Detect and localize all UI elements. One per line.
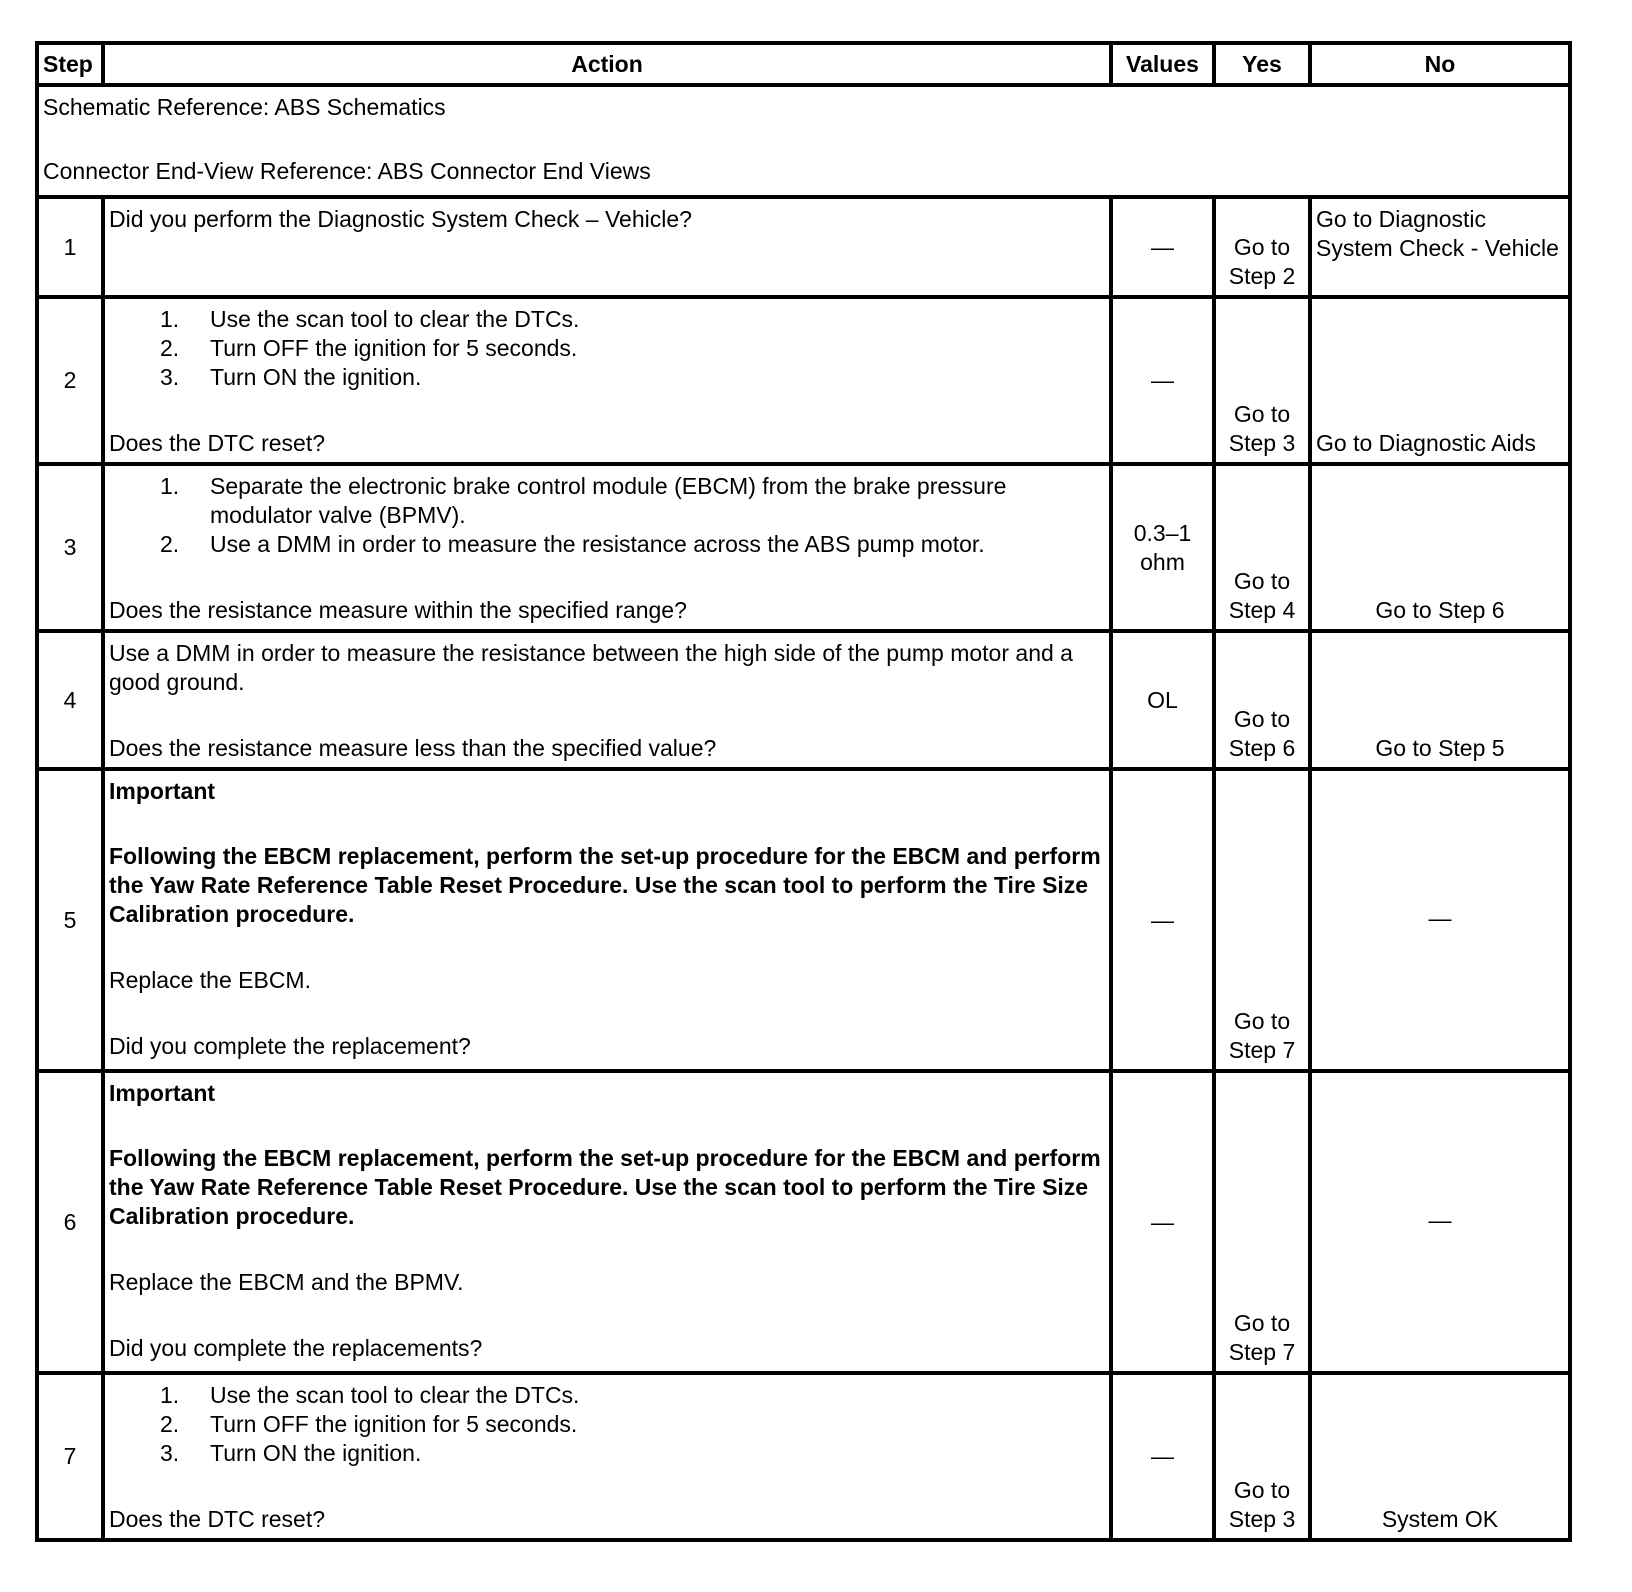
header-yes: Yes bbox=[1214, 43, 1310, 85]
list-item: 3. Turn ON the ignition. bbox=[160, 364, 422, 390]
header-no: No bbox=[1310, 43, 1570, 85]
question-text: Did you complete the replacements? bbox=[109, 1335, 483, 1361]
yes-cell: Go to Step 3 bbox=[1214, 297, 1310, 464]
yes-cell: Go to Step 7 bbox=[1214, 769, 1310, 1071]
action-cell bbox=[103, 464, 1111, 631]
table-row bbox=[37, 297, 1570, 464]
yes-cell: Go to Step 2 bbox=[1214, 197, 1310, 297]
list-item: 1. Use the scan tool to clear the DTCs. bbox=[160, 306, 580, 332]
question-text: Does the resistance measure less than the specified value? bbox=[109, 735, 717, 761]
header-action: Action bbox=[103, 43, 1111, 85]
action-cell bbox=[103, 197, 1111, 297]
value-cell: 0.3–1 ohm bbox=[1111, 464, 1214, 631]
value-cell: — bbox=[1111, 769, 1214, 1071]
step-number: 6 bbox=[37, 1071, 103, 1373]
list-item: 2. Turn OFF the ignition for 5 seconds. bbox=[160, 1411, 578, 1437]
action-cell bbox=[103, 631, 1111, 769]
no-cell: — bbox=[1310, 769, 1570, 1071]
value-cell: — bbox=[1111, 1373, 1214, 1540]
no-cell: System OK bbox=[1310, 1373, 1570, 1540]
list-item: 2. Turn OFF the ignition for 5 seconds. bbox=[160, 335, 578, 361]
no-cell: — bbox=[1310, 1071, 1570, 1373]
action-cell bbox=[103, 1373, 1111, 1540]
list-item: 2. Use a DMM in order to measure the resistance across the ABS pump motor. bbox=[160, 531, 985, 557]
action-steps-list bbox=[109, 305, 1105, 392]
action-text: Did you perform the Diagnostic System Check – Vehicle? bbox=[109, 206, 692, 232]
reference-cell bbox=[37, 85, 1570, 197]
action-text: Replace the EBCM and the BPMV. bbox=[109, 1269, 464, 1295]
value-cell: — bbox=[1111, 197, 1214, 297]
yes-cell: Go to Step 7 bbox=[1214, 1071, 1310, 1373]
action-steps-list bbox=[109, 1381, 1105, 1468]
no-cell: Go to Step 5 bbox=[1310, 631, 1570, 769]
header-step: Step bbox=[37, 43, 103, 85]
header-row bbox=[37, 43, 1570, 85]
question-text: Does the DTC reset? bbox=[109, 1506, 326, 1532]
question-text: Does the resistance measure within the specified range? bbox=[109, 597, 687, 623]
diagnostic-table bbox=[35, 41, 1572, 1542]
question-text: Did you complete the replacement? bbox=[109, 1033, 471, 1059]
value-cell: OL bbox=[1111, 631, 1214, 769]
action-cell bbox=[103, 769, 1111, 1071]
list-item: 1. Separate the electronic brake control module (EBCM) from the brake pressure modulator valve (BPMV). bbox=[160, 473, 1007, 528]
important-label: Important bbox=[109, 778, 216, 804]
yes-cell: Go to Step 3 bbox=[1214, 1373, 1310, 1540]
important-label: Important bbox=[109, 1080, 216, 1106]
question-text: Does the DTC reset? bbox=[109, 430, 326, 456]
value-cell: — bbox=[1111, 1071, 1214, 1373]
step-number: 4 bbox=[37, 631, 103, 769]
yes-cell: Go to Step 4 bbox=[1214, 464, 1310, 631]
action-text: Replace the EBCM. bbox=[109, 967, 311, 993]
action-cell bbox=[103, 297, 1111, 464]
step-number: 3 bbox=[37, 464, 103, 631]
step-number: 1 bbox=[37, 197, 103, 297]
step-number: 7 bbox=[37, 1373, 103, 1540]
step-number: 2 bbox=[37, 297, 103, 464]
no-cell: Go to Step 6 bbox=[1310, 464, 1570, 631]
list-item: 3. Turn ON the ignition. bbox=[160, 1440, 422, 1466]
step-number: 5 bbox=[37, 769, 103, 1071]
action-text: Use a DMM in order to measure the resistance between the high side of the pump motor and a good ground. bbox=[109, 640, 1073, 695]
action-steps-list bbox=[109, 472, 1105, 559]
action-cell bbox=[103, 1071, 1111, 1373]
table-row bbox=[37, 464, 1570, 631]
connector-reference: Connector End-View Reference: ABS Connector End Views bbox=[43, 158, 651, 184]
header-values: Values bbox=[1111, 43, 1214, 85]
table-row bbox=[37, 631, 1570, 769]
yes-cell: Go to Step 6 bbox=[1214, 631, 1310, 769]
reference-row bbox=[37, 85, 1570, 197]
important-text: Following the EBCM replacement, perform the set-up procedure for the EBCM and perform the Yaw Rate Reference Table Reset Procedure. Use the scan tool to perform the Tire Size Calibration procedure. bbox=[109, 1145, 1101, 1229]
list-item: 1. Use the scan tool to clear the DTCs. bbox=[160, 1382, 580, 1408]
table-row bbox=[37, 197, 1570, 297]
no-cell: Go to Diagnostic System Check - Vehicle bbox=[1310, 197, 1570, 297]
important-text: Following the EBCM replacement, perform the set-up procedure for the EBCM and perform the Yaw Rate Reference Table Reset Procedure. Use the scan tool to perform the Tire Size Calibration procedure. bbox=[109, 843, 1101, 927]
schematic-reference: Schematic Reference: ABS Schematics bbox=[43, 94, 446, 120]
table-row bbox=[37, 769, 1570, 1071]
value-cell: — bbox=[1111, 297, 1214, 464]
table-row bbox=[37, 1071, 1570, 1373]
no-cell: Go to Diagnostic Aids bbox=[1310, 297, 1570, 464]
table-row bbox=[37, 1373, 1570, 1540]
